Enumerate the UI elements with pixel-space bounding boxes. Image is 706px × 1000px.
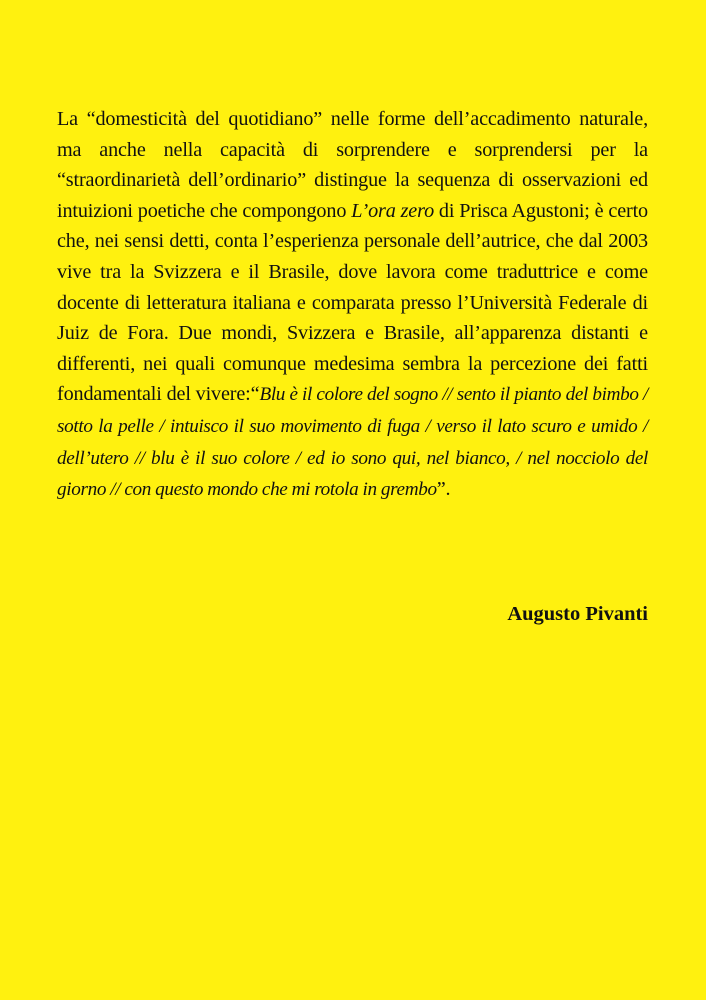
blurb-intro-text: La “domesticità del quotidiano” nelle forme dell’accadimento naturale, ma anche nella capacità di sorprendere e sorprendersi per la “straordinarietà dell’ordinario” distingue la sequenza di osservazioni ed intuizioni poetiche che compongono <box>57 108 648 222</box>
book-title: L’ora zero <box>351 199 435 222</box>
poem-quotation: Blu è il colore del sogno // sento il pianto del bimbo / sotto la pelle / intuisco il suo movimento di fuga / verso il lato scuro e umido / dell’utero // blu è il suo colore / ed io sono qui, nel bianco, / nel nocciolo del giorno // con questo mondo che mi rotola in grembo <box>57 384 648 501</box>
blurb-closing-punctuation: ”. <box>436 478 451 501</box>
blurb-body-text: di Prisca Agustoni; è certo che, nei sensi detti, conta l’esperienza personale dell’autrice, che dal 2003 vive tra la Svizzera e il Brasile, dove lavora come traduttrice e come docente di letteratura italiana e comparata presso l’Università Federale di Juiz de Fora. Due mondi, Svizzera e Brasile, all’apparenza distanti e differenti, nei quali comunque medesima sembra la percezione dei fatti fondamentali del vivere:“ <box>57 199 648 406</box>
back-cover-blurb <box>57 104 648 506</box>
author-signature: Augusto Pivanti <box>507 603 648 625</box>
